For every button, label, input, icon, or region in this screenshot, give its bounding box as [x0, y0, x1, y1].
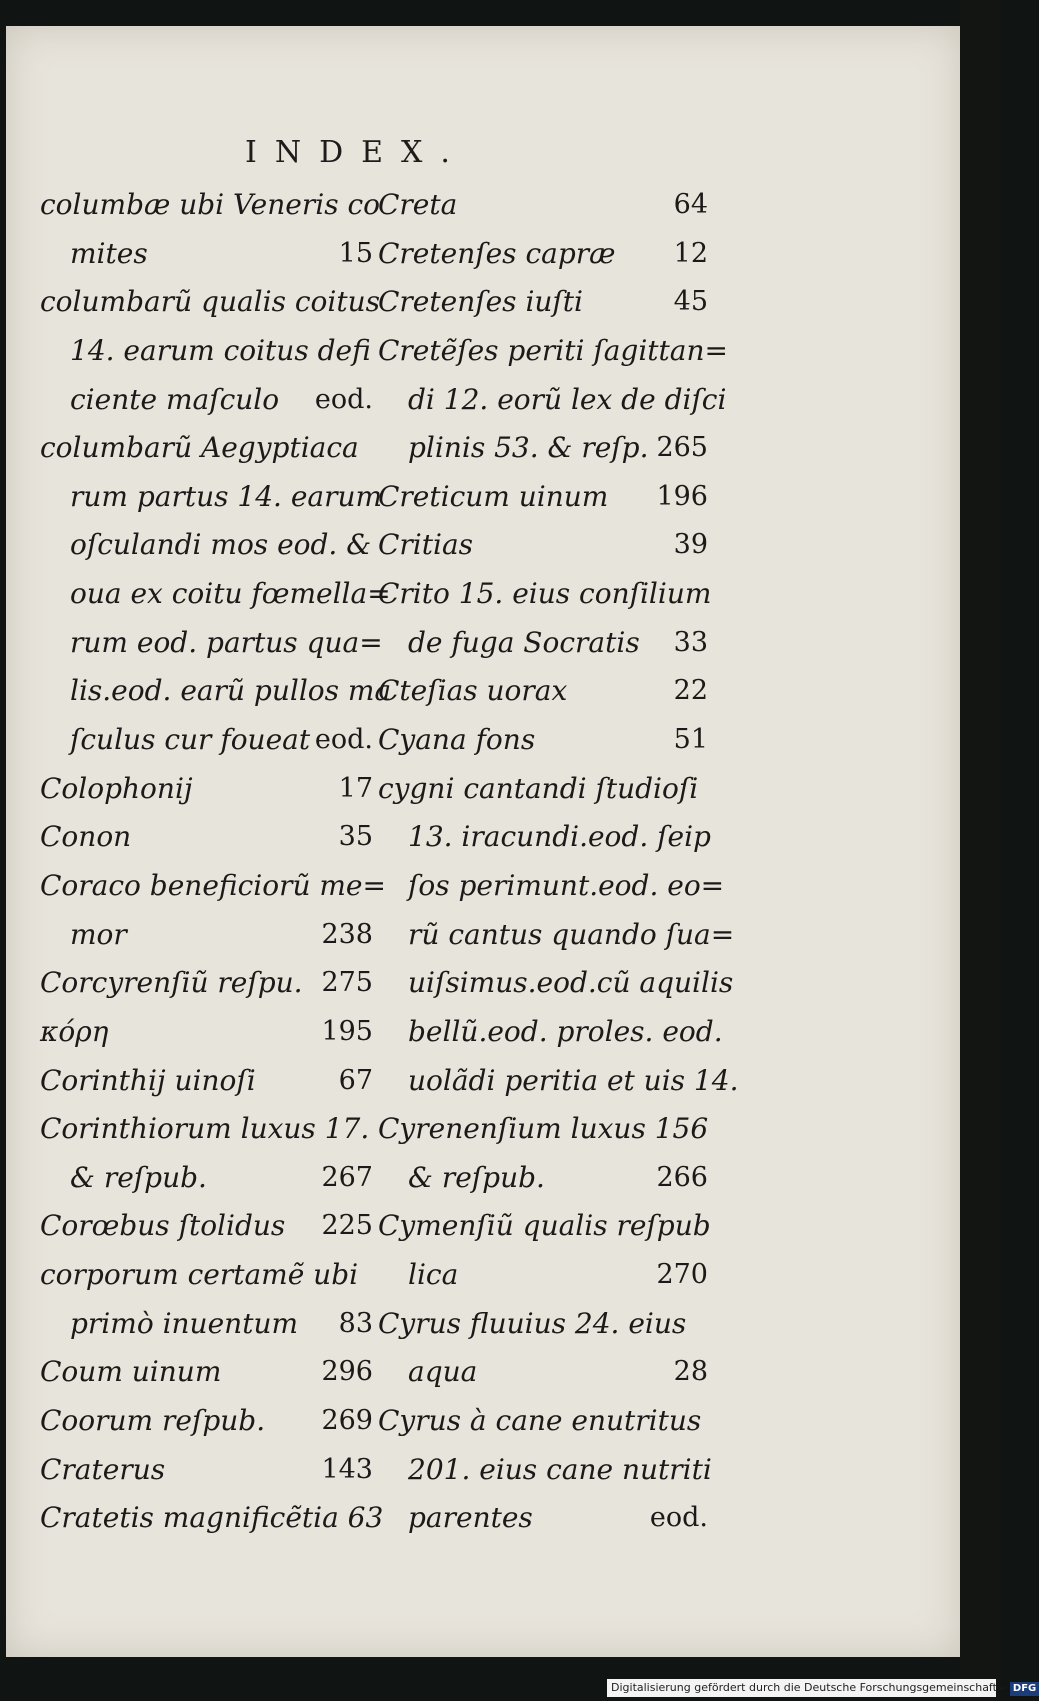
entry-text: Cyrus à cane enutritus [378, 1404, 702, 1438]
index-entry [378, 813, 711, 862]
entry-text: Cymenſiũ qualis reſpub [378, 1209, 711, 1243]
entry-page: 238 [321, 918, 373, 950]
index-entry [40, 1300, 373, 1349]
index-entry [378, 327, 728, 376]
entry-text: ſculus cur foueat [70, 723, 311, 757]
entry-text: lis.eod. earũ pullos ma [70, 674, 392, 708]
entry-text: plinis 53. & reſp. [408, 431, 649, 465]
index-entry [378, 1348, 708, 1397]
index-entry [378, 1251, 708, 1300]
entry-text: Corinthij uinoſi [40, 1063, 256, 1097]
entry-page: 17 [338, 772, 373, 804]
entry-text: lica [408, 1258, 459, 1292]
entry-text: rum eod. partus qua= [70, 625, 383, 659]
index-entry [40, 1251, 373, 1300]
entry-text: ciente maſculo [70, 382, 280, 416]
entry-text: ſos perimunt.eod. eo= [408, 868, 725, 902]
index-entry [40, 1105, 373, 1154]
entry-text: Colophonij [40, 771, 193, 805]
index-entry [40, 230, 373, 279]
index-entry [378, 473, 708, 522]
entry-text: oua ex coitu fœmella= [70, 577, 391, 611]
entry-text: mor [70, 917, 127, 951]
entry-text: Craterus [40, 1452, 166, 1486]
entry-text: & reſpub. [408, 1160, 545, 1194]
index-entry [40, 1154, 373, 1203]
entry-page: 22 [673, 675, 708, 707]
index-entry [378, 1202, 711, 1251]
index-entry [40, 424, 373, 473]
entry-text: columbæ ubi Veneris co [40, 188, 381, 221]
entry-page: 39 [673, 529, 708, 561]
entry-text: 13. iracundi.eod. ſeip [408, 820, 711, 854]
entry-page: eod. [649, 1502, 708, 1534]
index-entry [378, 1154, 708, 1203]
index-entry [40, 1202, 373, 1251]
scan-edge [960, 0, 1000, 1701]
entry-text: uiſsimus.eod.cũ aquilis [408, 966, 734, 1000]
entry-text: Cteſias uorax [378, 674, 568, 708]
funding-text: Digitalisierung gefördert durch die Deutsche Forschungsgemeinschaft - [611, 1681, 1005, 1694]
entry-text: Cretẽſes periti ſagittan= [378, 333, 728, 367]
index-entry [378, 911, 735, 960]
entry-text: bellũ.eod. proles. eod. [408, 1014, 723, 1048]
index-entry [378, 765, 708, 814]
entry-page: eod. [314, 724, 373, 756]
entry-text: corporum certamẽ ubi [40, 1258, 359, 1292]
index-entry [378, 521, 708, 570]
entry-page: 266 [656, 1161, 708, 1193]
index-entry [40, 667, 392, 716]
entry-page: 275 [321, 967, 373, 999]
entry-page: 267 [321, 1161, 373, 1193]
index-entry [378, 570, 712, 619]
entry-page: 64 [673, 189, 708, 220]
entry-text: & reſpub. [70, 1160, 207, 1194]
entry-page: 265 [656, 432, 708, 464]
index-entry [378, 1057, 739, 1106]
index-entry [40, 570, 391, 619]
entry-text: columbarũ qualis coitus [40, 285, 380, 319]
index-entry [378, 667, 708, 716]
entry-page: 67 [338, 1064, 373, 1096]
entry-text: 14. earum coitus defi [70, 333, 371, 367]
index-entry [40, 619, 383, 668]
entry-page: 51 [673, 724, 708, 756]
index-entry [378, 1397, 708, 1446]
index-column-right [378, 181, 739, 1543]
index-entry [40, 959, 373, 1008]
index-entry [378, 716, 708, 765]
entry-text: Crito 15. eius conſilium [378, 577, 712, 611]
entry-text: Coraco beneficiorũ me= [40, 868, 386, 902]
entry-text: 201. eius cane nutriti [408, 1452, 712, 1486]
funding-footer [607, 1679, 1037, 1697]
entry-text: oſculandi mos eod. & [70, 528, 372, 562]
index-entry [40, 862, 386, 911]
index-entry [40, 1397, 373, 1446]
index-entry [40, 1008, 373, 1057]
entry-text: de fuga Socratis [408, 625, 640, 659]
entry-page: 225 [321, 1210, 373, 1242]
entry-page: 28 [673, 1356, 708, 1388]
entry-text: κόρη [40, 1014, 109, 1048]
index-entry [40, 1446, 373, 1495]
entry-text: Corcyrenſiũ reſpu. [40, 966, 303, 1000]
entry-text: aqua [408, 1355, 478, 1389]
entry-text: Critias [378, 528, 474, 562]
entry-page: 35 [338, 821, 373, 853]
index-entry [378, 619, 708, 668]
entry-page: 33 [673, 626, 708, 658]
index-entry [378, 181, 708, 230]
page-header: INDEX. [245, 135, 468, 170]
index-entry [378, 862, 725, 911]
index-entry [378, 424, 708, 473]
index-entry [40, 1348, 373, 1397]
entry-page: 83 [338, 1307, 373, 1339]
entry-text: cygni cantandi ſtudioſi [378, 771, 699, 805]
entry-text: Coum uinum [40, 1355, 222, 1389]
index-entry [40, 765, 373, 814]
entry-text: Cyana fons [378, 723, 536, 757]
index-entry [40, 278, 380, 327]
entry-page: 196 [656, 480, 708, 512]
index-entry [378, 376, 727, 425]
entry-page: 12 [673, 237, 708, 269]
entry-text: rum partus 14. earum [70, 479, 383, 513]
entry-text: Cretenſes iuſti [378, 285, 583, 319]
entry-page: eod. [314, 383, 373, 415]
entry-page: 195 [321, 1015, 373, 1047]
entry-text: Cretenſes capræ [378, 236, 616, 270]
index-entry [40, 473, 383, 522]
index-column-left [40, 181, 392, 1543]
index-entry [40, 813, 373, 862]
entry-text: parentes [408, 1501, 533, 1535]
entry-text: Coorum reſpub. [40, 1404, 266, 1438]
entry-page: 269 [321, 1405, 373, 1437]
entry-text: Cratetis magnificẽtia 63 [40, 1501, 384, 1535]
entry-page: 296 [321, 1356, 373, 1388]
entry-text: Creticum uinum [378, 479, 609, 513]
entry-text: columbarũ Aegyptiaca [40, 431, 359, 465]
entry-text: Corinthiorum luxus 17. [40, 1112, 370, 1146]
entry-page: 270 [656, 1259, 708, 1291]
entry-text: primò inuentum [70, 1306, 299, 1340]
index-entry [40, 376, 373, 425]
entry-text: Cyrus fluuius 24. eius [378, 1306, 687, 1340]
index-entry [378, 1494, 708, 1543]
entry-text: Conon [40, 820, 132, 854]
index-entry [40, 1494, 384, 1543]
index-entry [40, 911, 373, 960]
entry-text: di 12. eorũ lex de diſci [408, 382, 727, 416]
entry-text: Creta [378, 188, 458, 221]
entry-text: rũ cantus quando ſua= [408, 917, 735, 951]
index-entry [40, 181, 381, 230]
entry-page: 45 [673, 286, 708, 318]
index-entry [378, 278, 708, 327]
index-entry [378, 230, 708, 279]
index-entry [378, 1105, 708, 1154]
index-entry [378, 1008, 723, 1057]
index-entry [378, 1446, 712, 1495]
index-entry [40, 1057, 373, 1106]
index-entry [40, 716, 373, 765]
entry-text: Cyrenenſium luxus 156 [378, 1112, 709, 1146]
entry-text: mites [70, 236, 148, 270]
index-entry [378, 1300, 708, 1349]
entry-page: 143 [321, 1453, 373, 1485]
index-entry [40, 521, 373, 570]
entry-text: uolãdi peritia et uis 14. [408, 1063, 739, 1097]
entry-page: 15 [338, 237, 373, 269]
dfg-logo: DFG [1010, 1682, 1039, 1696]
index-entry [378, 959, 734, 1008]
index-entry [40, 327, 373, 376]
entry-text: Corœbus ſtolidus [40, 1209, 286, 1243]
